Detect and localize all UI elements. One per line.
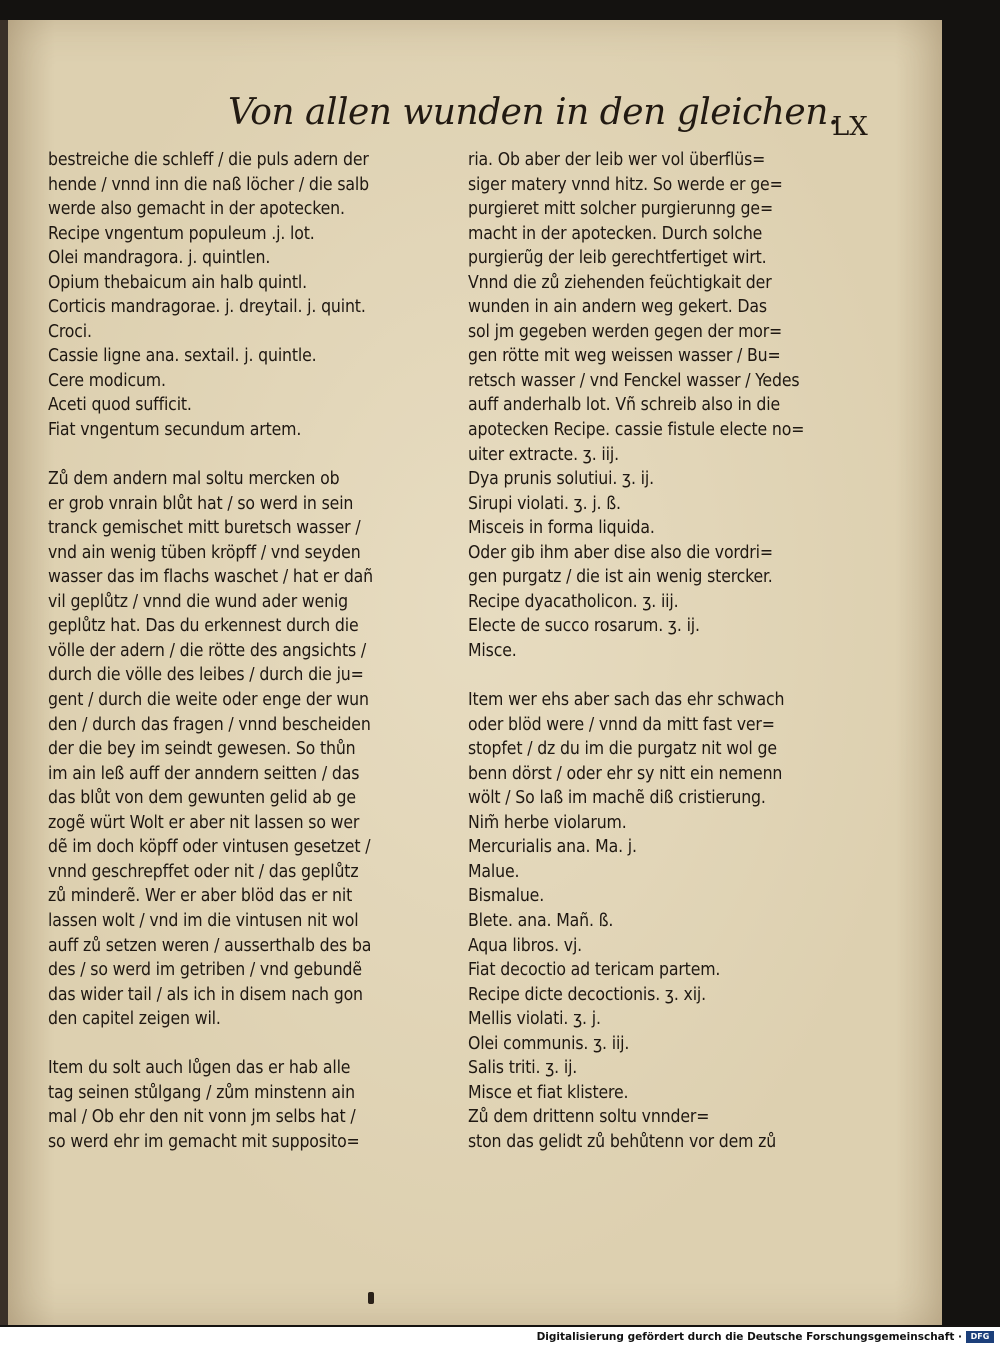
text-line: Blete. ana. Mañ. ß. [468,910,614,931]
text-line: Malue. [468,861,520,882]
text-line: Dya prunis solutiui. ʒ. ij. [468,469,654,490]
text-line: Misceis in forma liquida. [468,518,655,539]
text-line: macht in der apotecken. Durch solche [468,223,763,244]
paragraph-gap [48,1032,453,1057]
text-line: völle der adern / die rötte des angsichts / [48,640,367,661]
text-line: er grob vnrain blůt hat / so werd in sein [48,493,354,514]
text-line: Croci. [48,321,92,342]
text-line: werde also gemacht in der apotecken. [48,199,345,220]
text-line: im ain leß auff der anndern seitten / das [48,763,360,784]
text-line: sol jm gegeben werden gegen der mor= [468,321,783,342]
left-text-column [48,148,453,1154]
text-line: des / so werd im getriben / vnd gebundẽ [48,960,362,981]
text-line: das wider tail / als ich in disem nach gon [48,984,363,1005]
text-line: zogẽ würt Wolt er aber nit lassen so wer [48,812,360,833]
text-line: den / durch das fragen / vnnd bescheiden [48,714,371,735]
text-line: Aqua libros. vj. [468,935,583,956]
text-line: purgierũg der leib gerechtfertiget wirt. [468,248,767,269]
funding-credit: Digitalisierung gefördert durch die Deutsche Forschungsgemeinschaft · [536,1331,962,1343]
text-line: Oder gib ihm aber dise also die vordri= [468,542,773,563]
text-line: wunden in ain andern weg gekert. Das [468,297,767,318]
text-line: vnnd geschrepffet oder nit / das geplůtz [48,861,359,882]
text-line: gen purgatz / die ist ain wenig stercker. [468,567,773,588]
text-line: Mellis violati. ʒ. j. [468,1009,601,1030]
text-line: Bismalue. [468,886,545,907]
text-line: Zů dem drittenn soltu vnnder= [468,1107,710,1128]
text-line: Olei mandragora. j. quintlen. [48,248,271,269]
text-line: durch die völle des leibes / durch die ju= [48,665,364,686]
text-line: zů minderẽ. Wer er aber blöd das er nit [48,886,353,907]
text-line: lassen wolt / vnd im die vintusen nit wol [48,910,359,931]
text-line: uiter extracte. ʒ. iij. [468,444,619,465]
text-line: Fiat vngentum secundum artem. [48,420,302,441]
text-line: Item wer ehs aber sach das ehr schwach [468,690,785,711]
ink-mark [368,1292,374,1304]
text-line: tranck gemischet mitt buretsch wasser / [48,518,361,539]
text-line: vnd ain wenig tüben kröpff / vnd seyden [48,542,361,563]
text-line: Sirupi violati. ʒ. j. ß. [468,493,621,514]
text-line: Recipe dyacatholicon. ʒ. iij. [468,591,679,612]
text-line: vil geplůtz / vnnd die wund ader wenig [48,591,349,612]
text-line: so werd ehr im gemacht mit supposito= [48,1131,360,1152]
text-line: gen rötte mit weg weissen wasser / Bu= [468,346,781,367]
text-line: retsch wasser / vnd Fenckel wasser / Yedes [468,370,800,391]
folio-number: LX [832,112,868,142]
text-line: hende / vnnd inn die naß löcher / die salb [48,174,369,195]
text-line: auff anderhalb lot. Vñ schreib also in die [468,395,781,416]
text-line: Salis triti. ʒ. ij. [468,1058,578,1079]
text-line: Mercurialis ana. Ma. j. [468,837,637,858]
text-line: Recipe dicte decoctionis. ʒ. xij. [468,984,707,1005]
text-line: purgieret mitt solcher purgierunng ge= [468,199,773,220]
text-line: Vnnd die zů ziehenden feüchtigkait der [468,272,772,293]
text-line: Olei communis. ʒ. iij. [468,1033,630,1054]
text-line: dẽ im doch köpff oder vintusen gesetzet / [48,837,371,858]
text-line: Misce et fiat klistere. [468,1082,629,1103]
text-line: Aceti quod sufficit. [48,395,192,416]
text-line: benn dörst / oder ehr sy nitt ein nemenn [468,763,783,784]
text-line: Zů dem andern mal soltu mercken ob [48,469,340,490]
text-line: der die bey im seindt gewesen. So thůn [48,739,356,760]
text-line: ston das gelidt zů behůtenn vor dem zů [468,1131,777,1152]
text-line: mal / Ob ehr den nit vonn jm selbs hat / [48,1107,356,1128]
text-line: das blůt von dem gewunten gelid ab ge [48,788,356,809]
text-line: wasser das im flachs waschet / hat er dañ [48,567,374,588]
running-title: Von allen wunden in den gleichen. [228,92,839,133]
book-spine-edge [0,20,8,1325]
dfg-logo: DFG [966,1331,994,1343]
text-line: wölt / So laß im machẽ diß cristierung. [468,788,766,809]
text-line: geplůtz hat. Das du erkennest durch die [48,616,359,637]
text-line: Electe de succo rosarum. ʒ. ij. [468,616,700,637]
text-line: siger matery vnnd hitz. So werde er ge= [468,174,783,195]
text-line: ria. Ob aber der leib wer vol überflüs= [468,150,766,170]
text-line: Item du solt auch lůgen das er hab alle [48,1058,351,1079]
digitization-footer [0,1327,1000,1347]
paragraph-gap [468,663,888,688]
text-line: auff zů setzen weren / ausserthalb des ba [48,935,372,956]
text-line: gent / durch die weite oder enge der wun [48,690,369,711]
text-line: Corticis mandragorae. j. dreytail. j. quint. [48,297,366,318]
text-line: Fiat decoctio ad tericam partem. [468,960,721,981]
text-line: Misce. [468,640,517,661]
right-text-column [468,148,888,1154]
text-line: bestreiche die schleff / die puls adern der [48,150,369,170]
text-line: Cere modicum. [48,370,166,391]
text-line: oder blöd were / vnnd da mitt fast ver= [468,714,775,735]
text-line: apotecken Recipe. cassie fistule electe no= [468,420,805,441]
paragraph-gap [48,443,453,468]
text-line: Cassie ligne ana. sextail. j. quintle. [48,346,317,367]
text-line: Recipe vngentum populeum .j. lot. [48,223,315,244]
text-line: Opium thebaicum ain halb quintl. [48,272,307,293]
text-line: Nim̃ herbe violarum. [468,812,627,833]
text-line: tag seinen stůlgang / zům minstenn ain [48,1082,355,1103]
text-line: stopfet / dz du im die purgatz nit wol ge [468,739,777,760]
text-line: den capitel zeigen wil. [48,1009,221,1030]
